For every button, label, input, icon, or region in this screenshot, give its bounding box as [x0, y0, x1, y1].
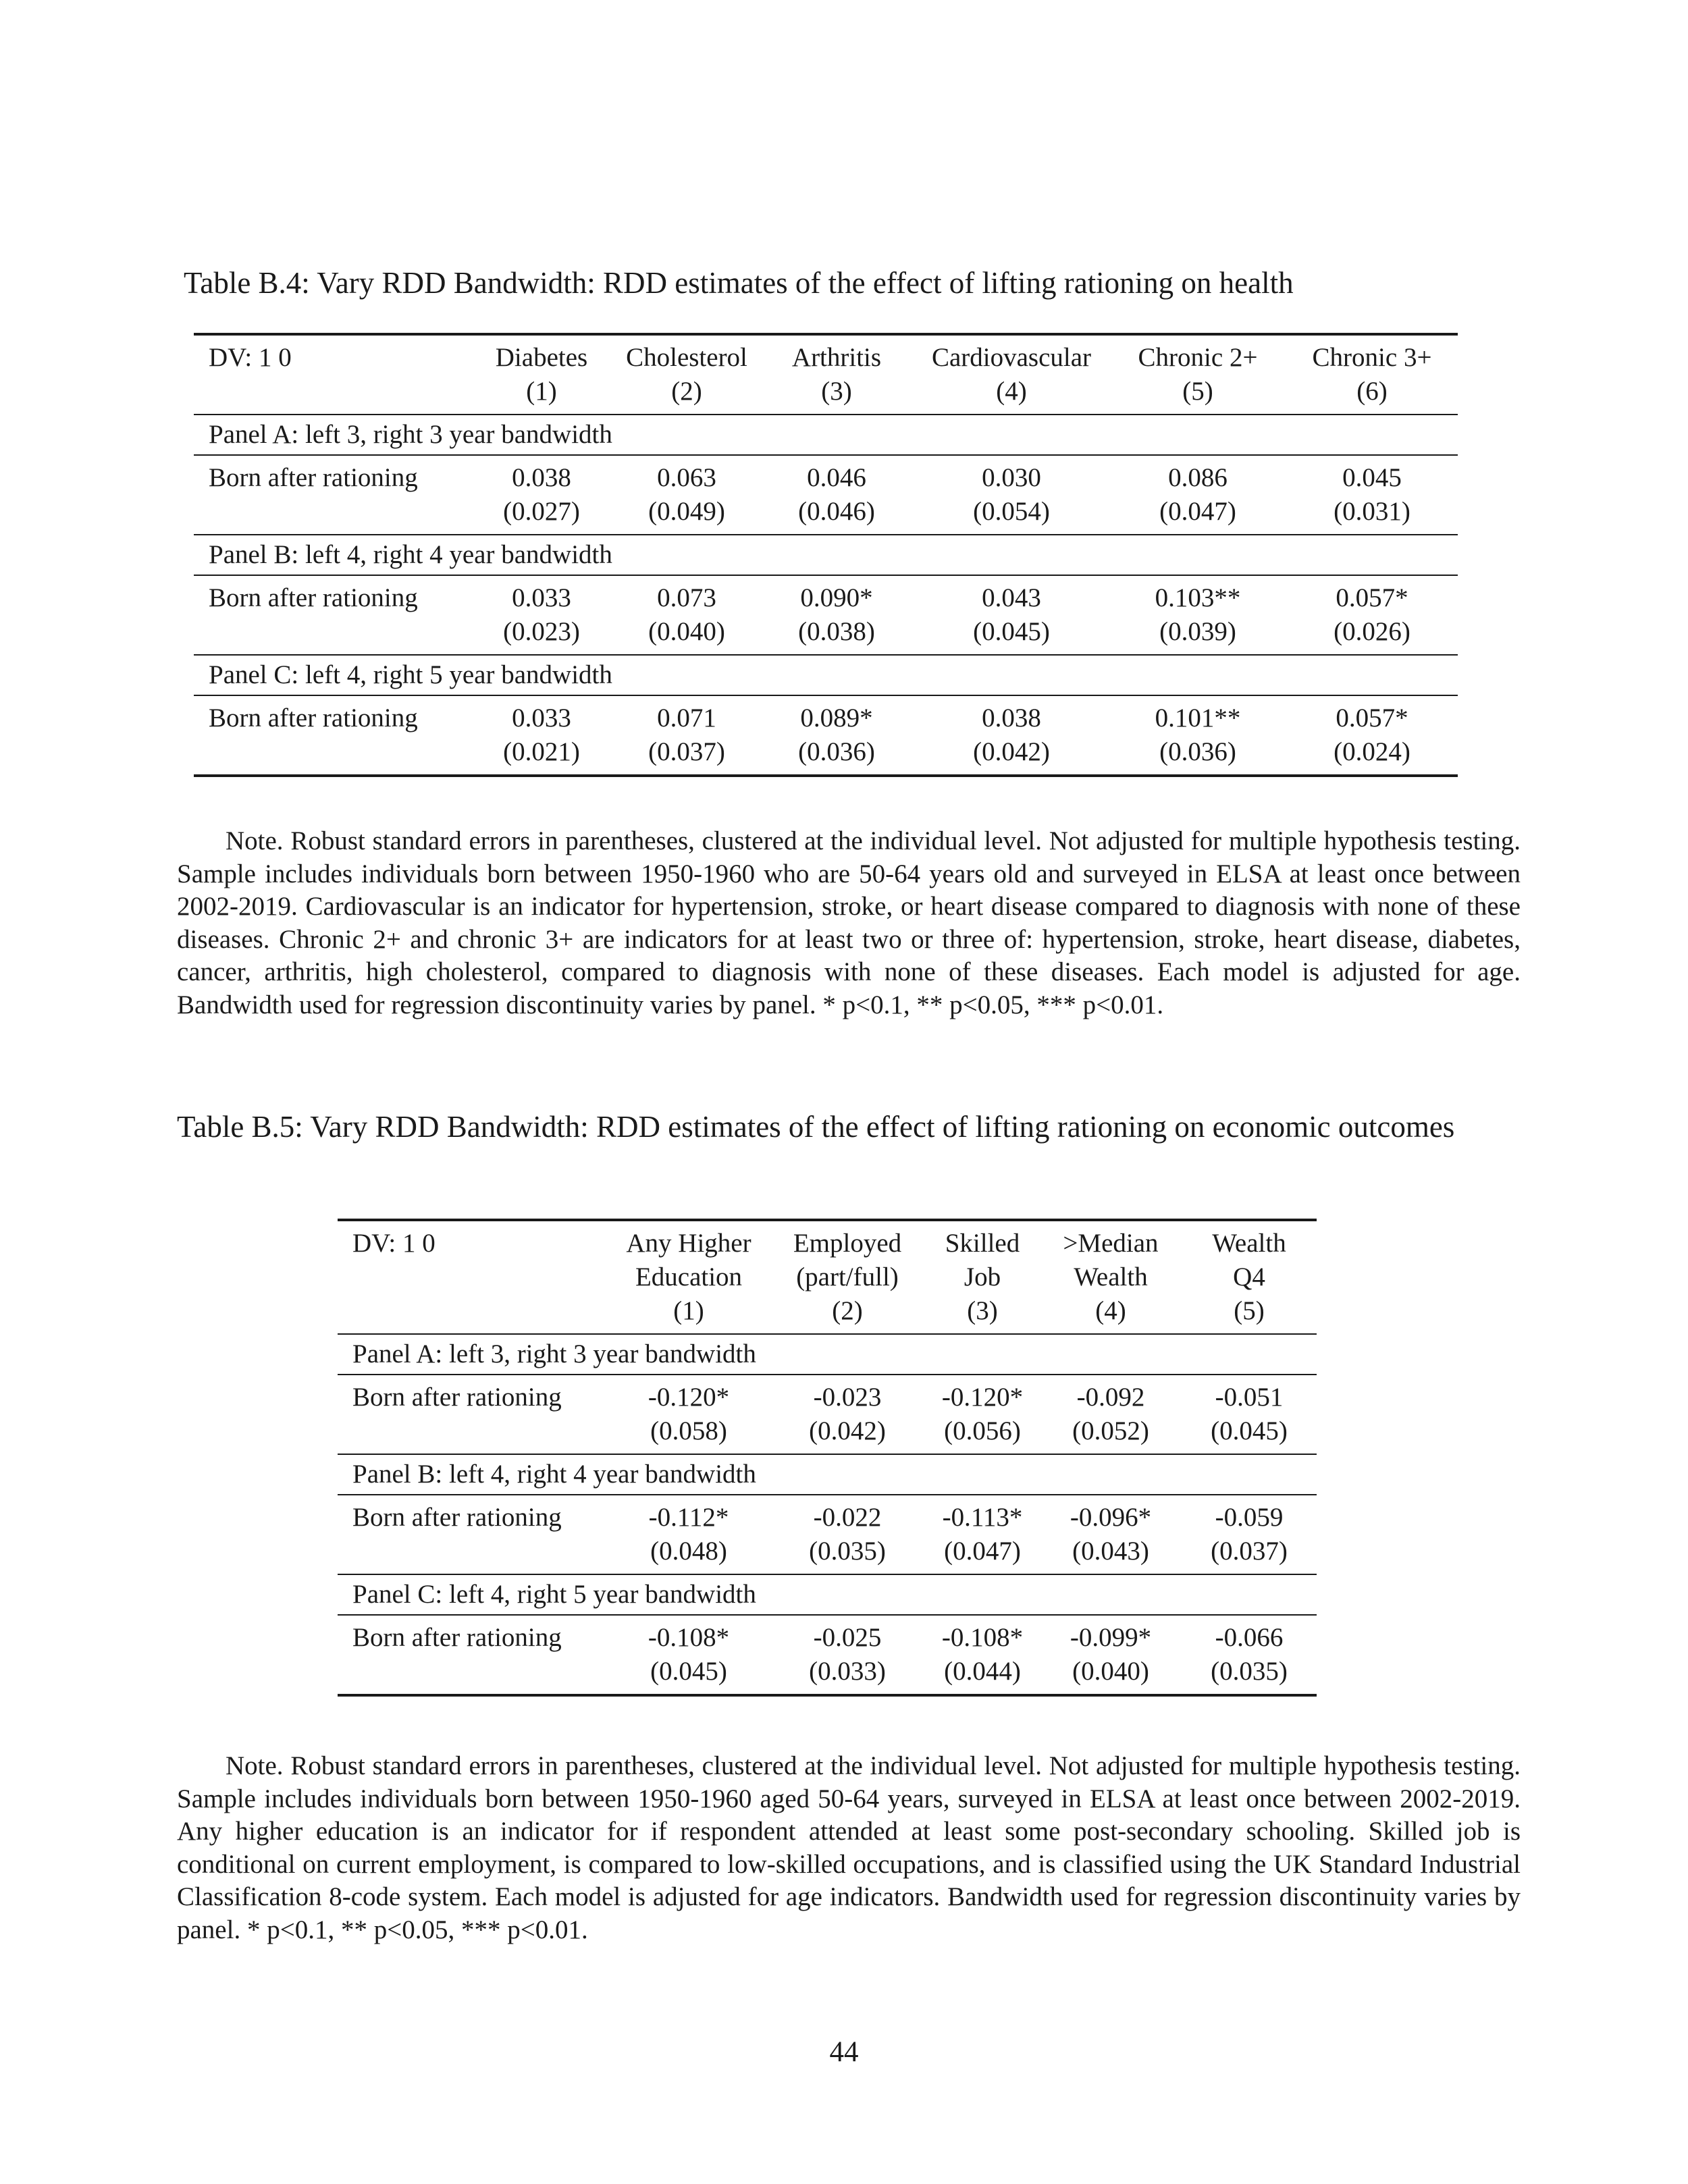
std-error-cell: (0.037) [648, 737, 725, 766]
std-error-cell: (0.035) [1211, 1657, 1288, 1686]
column-number: (4) [1040, 1294, 1182, 1334]
estimate-cell: 0.030 [982, 463, 1041, 492]
std-error-cell: (0.040) [1072, 1657, 1149, 1686]
std-error-cell: (0.036) [798, 737, 875, 766]
column-number: (2) [614, 375, 760, 415]
std-error-cell: (0.042) [973, 737, 1050, 766]
estimate-cell: 0.101** [1155, 703, 1241, 733]
table-row [338, 1414, 1317, 1454]
std-error-cell: (0.058) [608, 1414, 770, 1454]
estimate-cell: 0.073 [657, 583, 716, 612]
std-error-cell: (0.054) [914, 495, 1109, 535]
estimate-cell: -0.108* [648, 1623, 730, 1652]
std-error-cell: (0.046) [760, 495, 914, 535]
column-header: Diabetes [495, 343, 588, 372]
column-header: Skilled [945, 1229, 1020, 1258]
row-label: Born after rationing [209, 463, 418, 492]
column-header: (part/full) [796, 1262, 899, 1291]
std-error-cell: (0.027) [469, 495, 614, 535]
std-error-cell: (0.026) [1286, 615, 1458, 655]
column-header: Chronic 3+ [1312, 343, 1432, 372]
estimate-cell: -0.099* [1070, 1623, 1152, 1652]
estimate-cell: 0.038 [512, 463, 571, 492]
std-error-cell: (0.035) [770, 1535, 925, 1574]
row-label: Born after rationing [352, 1623, 562, 1652]
table-header-row [194, 334, 1458, 375]
std-error-cell: (0.045) [650, 1657, 727, 1686]
column-number: (1) [469, 375, 614, 415]
std-error-cell: (0.040) [614, 615, 760, 655]
panel-title-row [338, 1334, 1317, 1375]
column-header: >Median [1063, 1229, 1159, 1258]
estimate-cell: 0.090* [800, 583, 873, 612]
column-number: (5) [1109, 375, 1286, 415]
table-row [338, 1655, 1317, 1695]
column-header: Cardiovascular [931, 343, 1092, 372]
estimate-cell: 0.057* [1336, 703, 1408, 733]
estimate-cell: -0.120* [941, 1383, 1024, 1412]
column-number: (3) [760, 375, 914, 415]
table-b5-note: Note. Robust standard errors in parentheses, clustered at the individual level. Not adjusted for multiple hypothesis testing. Sample includes individuals born between 1950-1960 aged 50-64 years, surveyed in ELSA at least once between 2002-2019. Any higher education is an indicator for if respondent attended at least some post-secondary schooling. Skilled job is conditional on current employment, is compared to low-skilled occupations, and is classified using the UK Standard Industrial Classification 8-code system. Each model is adjusted for age indicators. Bandwidth used for regression discontinuity varies by panel. * p<0.1, ** p<0.05, *** p<0.01. [177, 1751, 1521, 1944]
table-b4-caption: Table B.4: Vary RDD Bandwidth: RDD estimates of the effect of lifting rationing on health [184, 266, 1294, 300]
panel-title: Panel B: left 4, right 4 year bandwidth [338, 1454, 1317, 1495]
panel-title: Panel A: left 3, right 3 year bandwidth [194, 415, 1458, 455]
estimate-cell: 0.071 [657, 703, 716, 733]
panel-title-row [338, 1454, 1317, 1495]
std-error-cell: (0.056) [925, 1414, 1040, 1454]
table-row [194, 455, 1458, 495]
table-row [194, 695, 1458, 735]
dv-label: DV: 1 0 [209, 343, 292, 372]
estimate-cell: 0.045 [1342, 463, 1402, 492]
table-header-row [338, 1294, 1317, 1334]
table-header-row [194, 375, 1458, 415]
column-header: Job [964, 1262, 1001, 1291]
std-error-cell: (0.048) [608, 1535, 770, 1574]
table-row [338, 1495, 1317, 1535]
table-b5 [338, 1219, 1317, 1697]
table-row [338, 1375, 1317, 1414]
column-number: (5) [1182, 1294, 1317, 1334]
estimate-cell: -0.120* [648, 1383, 730, 1412]
table-row [194, 495, 1458, 535]
estimate-cell: 0.033 [512, 703, 571, 733]
std-error-cell: (0.024) [1334, 737, 1410, 766]
panel-title: Panel B: left 4, right 4 year bandwidth [194, 535, 1458, 575]
column-header: Arthritis [791, 343, 882, 372]
estimate-cell: 0.043 [982, 583, 1041, 612]
column-header: Wealth [1074, 1262, 1148, 1291]
std-error-cell: (0.052) [1040, 1414, 1182, 1454]
row-label: Born after rationing [352, 1383, 562, 1412]
estimate-cell: 0.086 [1168, 463, 1228, 492]
panel-title-row [194, 415, 1458, 455]
table-row [338, 1615, 1317, 1655]
std-error-cell: (0.039) [1109, 615, 1286, 655]
estimate-cell: -0.092 [1076, 1383, 1145, 1412]
column-number: (3) [925, 1294, 1040, 1334]
panel-title-row [338, 1574, 1317, 1615]
std-error-cell: (0.044) [944, 1657, 1021, 1686]
estimate-cell: 0.063 [657, 463, 716, 492]
std-error-cell: (0.045) [914, 615, 1109, 655]
std-error-cell: (0.042) [770, 1414, 925, 1454]
std-error-cell: (0.043) [1040, 1535, 1182, 1574]
table-row [194, 575, 1458, 615]
column-header: Wealth [1212, 1229, 1286, 1258]
std-error-cell: (0.036) [1159, 737, 1236, 766]
panel-title-row [194, 535, 1458, 575]
column-number: (2) [770, 1294, 925, 1334]
table-b5-caption: Table B.5: Vary RDD Bandwidth: RDD estimates of the effect of lifting rationing on economic outcomes [177, 1110, 1455, 1144]
panel-title: Panel C: left 4, right 5 year bandwidth [338, 1574, 1317, 1615]
estimate-cell: -0.022 [813, 1503, 882, 1532]
row-label: Born after rationing [352, 1503, 562, 1532]
column-header: Employed [793, 1229, 902, 1258]
column-header: Q4 [1233, 1262, 1265, 1291]
std-error-cell: (0.021) [503, 737, 580, 766]
estimate-cell: 0.046 [807, 463, 866, 492]
estimate-cell: -0.108* [941, 1623, 1024, 1652]
table-header-row [338, 1220, 1317, 1260]
estimate-cell: 0.033 [512, 583, 571, 612]
panel-title-row [194, 655, 1458, 695]
page-number: 44 [829, 2036, 859, 2068]
column-number: (6) [1286, 375, 1458, 415]
column-header: Education [635, 1262, 743, 1291]
column-number: (4) [914, 375, 1109, 415]
table-b4-note: Note. Robust standard errors in parentheses, clustered at the individual level. Not adjusted for multiple hypothesis testing. Sample includes individuals born between 1950-1960 who are 50-64 years old and surveyed in ELSA at least once between 2002-2019. Cardiovascular is an indicator for hypertension, stroke, or heart disease compared to diagnosis with none of these diseases. Chronic 2+ and chronic 3+ are indicators for at least two or three of: hypertension, stroke, heart disease, diabetes, cancer, arthritis, high cholesterol, compared to diagnosis with none of these diseases. Each model is adjusted for age. Bandwidth used for regression discontinuity varies by panel. * p<0.1, ** p<0.05, *** p<0.01. [177, 826, 1521, 1019]
estimate-cell: -0.025 [813, 1623, 882, 1652]
column-header: Any Higher [626, 1229, 751, 1258]
row-label: Born after rationing [209, 703, 418, 733]
std-error-cell: (0.049) [614, 495, 760, 535]
panel-title: Panel A: left 3, right 3 year bandwidth [338, 1334, 1317, 1375]
table-row [194, 615, 1458, 655]
std-error-cell: (0.023) [469, 615, 614, 655]
estimate-cell: -0.113* [942, 1503, 1023, 1532]
table-b4 [194, 333, 1458, 777]
std-error-cell: (0.038) [760, 615, 914, 655]
std-error-cell: (0.045) [1182, 1414, 1317, 1454]
estimate-cell: -0.096* [1070, 1503, 1152, 1532]
std-error-cell: (0.047) [925, 1535, 1040, 1574]
estimate-cell: 0.089* [800, 703, 873, 733]
estimate-cell: -0.023 [813, 1383, 882, 1412]
estimate-cell: -0.059 [1215, 1503, 1284, 1532]
estimate-cell: 0.057* [1336, 583, 1408, 612]
table-row [338, 1535, 1317, 1574]
column-header: Chronic 2+ [1138, 343, 1258, 372]
std-error-cell: (0.033) [809, 1657, 886, 1686]
std-error-cell: (0.037) [1182, 1535, 1317, 1574]
estimate-cell: -0.066 [1215, 1623, 1284, 1652]
panel-title: Panel C: left 4, right 5 year bandwidth [194, 655, 1458, 695]
column-header: Cholesterol [626, 343, 747, 372]
std-error-cell: (0.031) [1286, 495, 1458, 535]
dv-label: DV: 1 0 [352, 1229, 436, 1258]
table-row [194, 735, 1458, 776]
row-label: Born after rationing [209, 583, 418, 612]
estimate-cell: -0.112* [648, 1503, 729, 1532]
std-error-cell: (0.047) [1109, 495, 1286, 535]
column-number: (1) [608, 1294, 770, 1334]
estimate-cell: -0.051 [1215, 1383, 1284, 1412]
table-header-row [338, 1260, 1317, 1294]
estimate-cell: 0.103** [1155, 583, 1241, 612]
estimate-cell: 0.038 [982, 703, 1041, 733]
